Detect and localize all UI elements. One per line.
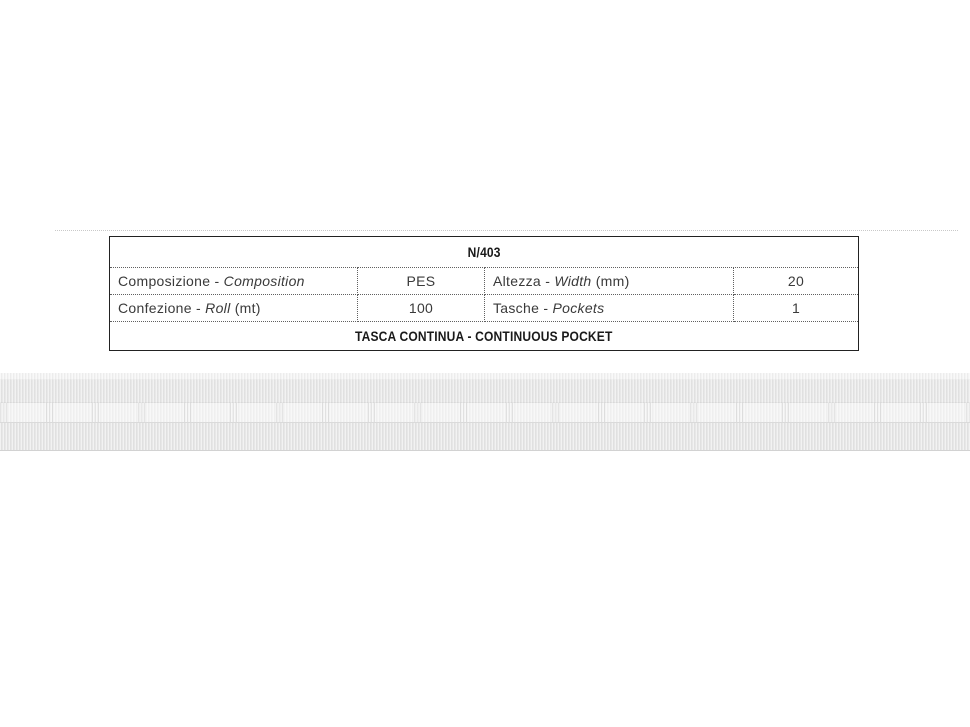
width-label <box>485 268 734 295</box>
roll-label <box>110 295 358 322</box>
composition-label <box>110 268 358 295</box>
tape-upper-band <box>0 380 970 403</box>
tape-lower-band <box>0 423 970 451</box>
table-title-row <box>110 237 859 268</box>
width-label-it: Altezza - <box>493 273 555 289</box>
roll-value: 100 <box>358 295 485 322</box>
composition-value: PES <box>358 268 485 295</box>
tape-pocket-band <box>0 403 970 423</box>
width-label-suffix: (mm) <box>591 273 630 289</box>
pockets-label <box>485 295 734 322</box>
page-rule-divider <box>55 230 958 231</box>
product-tape-image <box>0 373 970 453</box>
composition-label-it: Composizione - <box>118 273 224 289</box>
roll-label-it: Confezione - <box>118 300 206 316</box>
product-type-cell <box>110 322 859 351</box>
spec-table <box>109 236 859 351</box>
table-row <box>110 295 859 322</box>
tape-top-selvedge <box>0 373 970 380</box>
pockets-value: 1 <box>734 295 859 322</box>
roll-label-en: Roll <box>205 300 231 316</box>
table-row <box>110 268 859 295</box>
pockets-label-it: Tasche - <box>493 300 553 316</box>
table-footer-row <box>110 322 859 351</box>
composition-label-en: Composition <box>223 273 305 289</box>
product-type-title: TASCA CONTINUA - CONTINUOUS POCKET <box>355 328 613 344</box>
product-code-cell <box>110 237 859 268</box>
product-code: N/403 <box>467 244 501 260</box>
width-value: 20 <box>734 268 859 295</box>
pockets-label-en: Pockets <box>552 300 605 316</box>
width-label-en: Width <box>554 273 592 289</box>
roll-label-suffix: (mt) <box>230 300 261 316</box>
